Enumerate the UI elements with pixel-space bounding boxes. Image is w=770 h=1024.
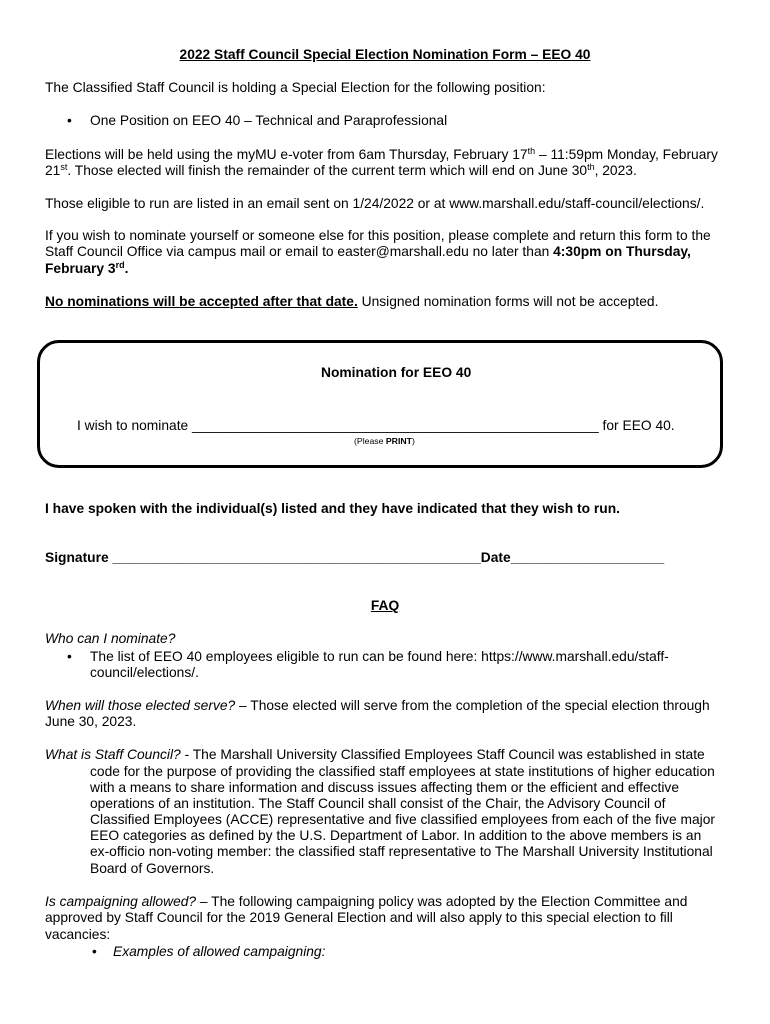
- faq-answer-line: vacancies:: [45, 927, 111, 942]
- print-hint-text: (Please: [354, 436, 386, 446]
- faq-answer-line: operations of an institution. The Staff Council shall consist of the Chair, the Advisory Council of: [90, 796, 666, 811]
- nominee-name-field[interactable]: _____________________________________________________: [192, 418, 599, 433]
- schedule-text: – 11:59pm Monday, February: [535, 147, 718, 162]
- intro-paragraph: The Classified Staff Council is holding a Special Election for the following position:: [45, 80, 546, 95]
- schedule-text: , 2023.: [594, 163, 637, 178]
- faq-answer-text: – The following campaigning policy was adopted by the Election Committee and: [196, 894, 688, 909]
- faq-answer-line: Board of Governors.: [90, 861, 215, 876]
- schedule-text: 21: [45, 163, 61, 178]
- nomination-box: [37, 340, 723, 468]
- position-list-item: One Position on EEO 40 – Technical and Paraprofessional: [90, 113, 448, 128]
- faq-answer-line: with a means to share information and discuss issues affecting them or the efficient and effective: [90, 780, 679, 795]
- signature-field[interactable]: ________________________________________________: [112, 550, 481, 565]
- faq-answer-line: EEO categories as defined by the U.S. Department of Labor. In addition to the above members is an: [90, 828, 702, 843]
- deadline-time: 4:30pm on Thursday,: [553, 244, 691, 259]
- signature-line: [45, 550, 664, 566]
- faq-answer-line: ex-officio non-voting member: the classified staff representative to The Marshall University Institutional: [90, 844, 713, 859]
- nominee-suffix: for EEO 40.: [598, 418, 675, 433]
- faq-answer-text: – Those elected will serve from the completion of the special election through: [235, 698, 710, 713]
- instructions-text: Staff Council Office via campus mail or email to easter@marshall.edu no later than: [45, 244, 554, 259]
- ordinal-suffix: th: [527, 146, 536, 156]
- declaration-statement: I have spoken with the individual(s) listed and they have indicated that they wish to run.: [45, 501, 620, 516]
- nominee-line: [77, 418, 675, 434]
- faq-item-line: [45, 698, 710, 714]
- faq-sub-bullet: Examples of allowed campaigning:: [113, 944, 326, 959]
- ordinal-suffix: th: [587, 162, 595, 172]
- faq-item-line: [45, 747, 705, 763]
- ordinal-suffix: st: [60, 162, 68, 172]
- eligibility-paragraph: Those eligible to run are listed in an email sent on 1/24/2022 or at www.marshall.edu/staff-council/elections/.: [45, 196, 705, 211]
- instructions-line-1: If you wish to nominate yourself or someone else for this position, please complete and return this form to the: [45, 228, 711, 243]
- date-label: Date: [480, 550, 511, 565]
- print-hint: [354, 436, 415, 446]
- schedule-line-2: [45, 163, 637, 179]
- nominee-prefix: I wish to nominate: [77, 418, 193, 433]
- print-hint-close: ): [411, 436, 415, 446]
- signature-label: Signature: [45, 550, 113, 565]
- faq-answer-line: approved by Staff Council for the 2019 General Election and will also apply to this special election to fill: [45, 910, 673, 925]
- instructions-line-2: [45, 244, 691, 260]
- faq-question: What is Staff Council?: [45, 747, 181, 762]
- date-field[interactable]: ____________________: [510, 550, 665, 565]
- deadline-warning: No nominations will be accepted after that date.: [45, 294, 358, 309]
- instructions-line-3: [45, 261, 128, 277]
- faq-question: Is campaigning allowed?: [45, 894, 197, 909]
- deadline-notice: [45, 294, 658, 310]
- faq-answer-text: - The Marshall University Classified Employees Staff Council was established in state: [180, 747, 705, 762]
- deadline-date: February 3: [45, 261, 116, 276]
- ordinal-suffix: rd: [115, 260, 125, 270]
- nomination-box-heading: Nomination for EEO 40: [321, 365, 472, 380]
- print-hint-emphasis: PRINT: [385, 436, 412, 446]
- faq-answer-line: June 30, 2023.: [45, 714, 137, 729]
- deadline-note: Unsigned nomination forms will not be accepted.: [357, 294, 659, 309]
- schedule-text: Elections will be held using the myMU e-voter from 6am Thursday, February 17: [45, 147, 528, 162]
- faq-answer-line: council/elections/.: [90, 665, 199, 680]
- faq-answer-line: Classified Employees (ACCE) representative and five classified employees from each of the five major: [90, 812, 715, 827]
- schedule-text: . Those elected will finish the remainder of the current term which will end on June 30: [67, 163, 588, 178]
- faq-question: Who can I nominate?: [45, 631, 176, 646]
- faq-item-line: [45, 894, 687, 910]
- form-title: 2022 Staff Council Special Election Nomination Form – EEO 40: [179, 47, 591, 62]
- bullet-icon: •: [92, 944, 97, 959]
- faq-heading: FAQ: [370, 598, 400, 613]
- deadline-period: .: [124, 261, 129, 276]
- faq-question: When will those elected serve?: [45, 698, 236, 713]
- faq-answer-line: The list of EEO 40 employees eligible to run can be found here: https://www.marshall.edu/staff-: [90, 649, 669, 664]
- bullet-icon: •: [67, 649, 72, 664]
- schedule-line-1: [45, 147, 718, 163]
- bullet-icon: •: [67, 113, 72, 128]
- faq-answer-line: code for the purpose of providing the classified staff employees at state institutions of higher education: [90, 764, 715, 779]
